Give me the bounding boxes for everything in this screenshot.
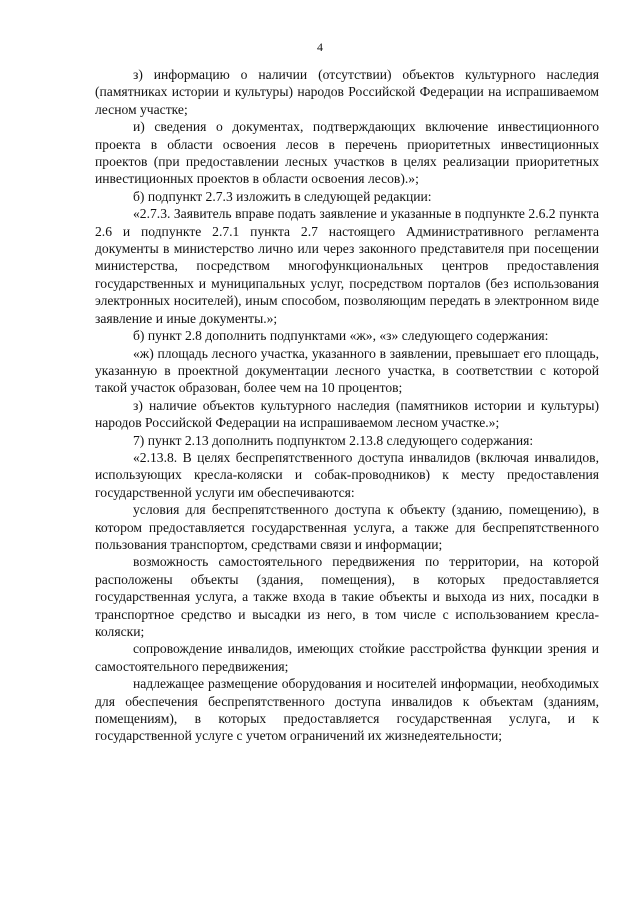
paragraph-2-7-3-text: «2.7.3. Заявитель вправе подать заявление и указанные в подпункте 2.6.2 пункта 2.6 и подпункте 2.7.1 пункта 2.7 настоящего Административного регламента документы в министерство лично или через законного представителя при посещении министерства, посредством многофункциональных центров предоставления государственных и муниципальных услуг, посредством порталов (без использования электронных носителей), иным способом, позволяющим передать в электронном виде заявление и иные документы.»; bbox=[95, 206, 599, 326]
page-number: 4 bbox=[317, 40, 323, 54]
paragraph-escort: сопровождение инвалидов, имеющих стойкие расстройства функции зрения и самостоятельного передвижения; bbox=[95, 641, 599, 674]
paragraph-access-conditions: условия для беспрепятственного доступа к объекту (зданию, помещению), в котором предоставляется государственная услуга, а также для беспрепятственного пользования транспортом, средствами связи и информации; bbox=[95, 502, 599, 552]
paragraph-equipment-placement: надлежащее размещение оборудования и носителей информации, необходимых для обеспечения беспрепятственного доступа инвалидов к объектам (зданиям, помещениям), в которых предоставляется государственная услуга, и к государственной услуге с учетом ограничений их жизнедеятельности; bbox=[95, 676, 599, 744]
paragraph-point-2-8: б) пункт 2.8 дополнить подпунктами «ж», «з» следующего содержания: bbox=[133, 328, 549, 344]
paragraph-2-13-8-intro: «2.13.8. В целях беспрепятственного доступа инвалидов (включая инвалидов, использующих кресла-коляски и собак-проводников) к месту предоставления государственной услуги им обеспечиваются: bbox=[95, 449, 599, 500]
paragraph-z-cultural-heritage: з) информацию о наличии (отсутствии) объектов культурного наследия (памятниках истории и культуры) народов Российской Федерации на испрашиваемом лесном участке; bbox=[95, 67, 599, 117]
paragraph-zh-area: «ж) площадь лесного участка, указанного в заявлении, превышает его площадь, указанную в проектной документации лесного участка, в соответствии с которой такой участок образован, более чем на 10 процентов; bbox=[95, 345, 599, 396]
paragraph-point-2-13: 7) пункт 2.13 дополнить подпунктом 2.13.8 следующего содержания: bbox=[133, 432, 534, 448]
document-body bbox=[95, 66, 599, 745]
paragraph-z-heritage-objects: з) наличие объектов культурного наследия (памятников истории и культуры) народов Российской Федерации на испрашиваемом лесном участке.»; bbox=[95, 397, 599, 431]
paragraph-independent-movement: возможность самостоятельного передвижения по территории, на которой расположены объекты (здания, помещения), в которых предоставляется государственная услуга, а также входа в такие объекты и выхода из них, посадки в транспортное средство и высадки из него, в том числе с использованием кресла-коляски; bbox=[95, 554, 599, 639]
paragraph-b-subpoint-2-7-3: б) подпункт 2.7.3 изложить в следующей редакции: bbox=[133, 188, 432, 204]
paragraph-i-investment-project: и) сведения о документах, подтверждающих включение инвестиционного проекта в области освоения лесов в перечень приоритетных инвестиционных проектов (при предоставлении лесных участков в целях реализации приоритетных инвестиционных проектов в области освоения лесов).»; bbox=[95, 119, 599, 187]
